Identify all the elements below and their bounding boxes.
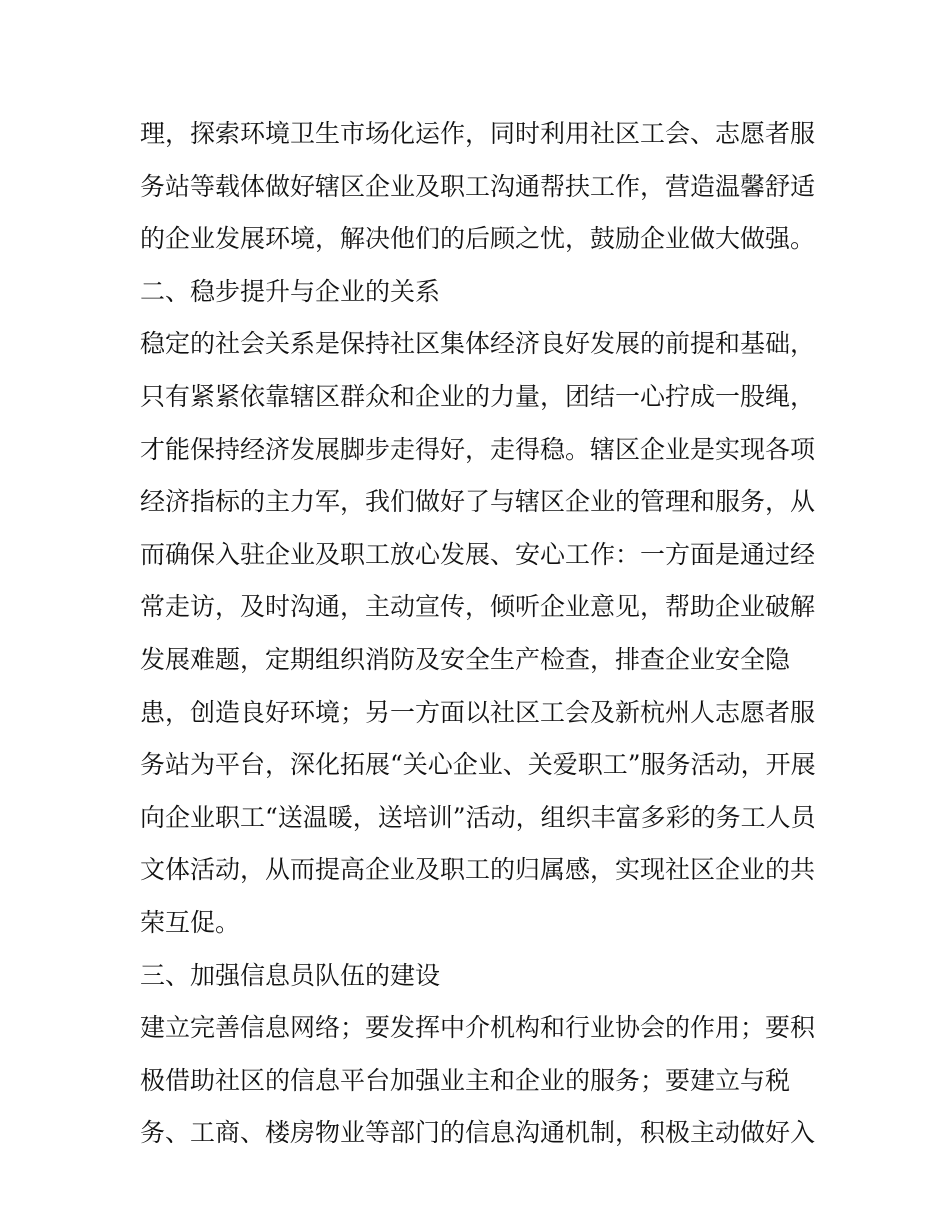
- text-line: 患，创造良好环境；另一方面以社区工会及新杭州人志愿者服: [140, 697, 816, 727]
- section-heading: 三、加强信息员队伍的建设: [140, 960, 441, 990]
- text-line: 的企业发展环境，解决他们的后顾之忧，鼓励企业做大做强。: [140, 224, 816, 254]
- text-line: 理，探索环境卫生市场化运作，同时利用社区工会、志愿者服: [140, 119, 816, 148]
- text-line: 务站为平台，深化拓展“关心企业、关爱职工”服务活动，开展: [140, 750, 816, 780]
- text-line: 极借助社区的信息平台加强业主和企业的服务；要建立与税: [140, 1065, 791, 1095]
- text-line: 建立完善信息网络；要发挥中介机构和行业协会的作用；要积: [140, 1013, 816, 1043]
- section-heading: 二、稳步提升与企业的关系: [140, 276, 441, 306]
- text-line: 常走访，及时沟通，主动宣传，倾听企业意见，帮助企业破解: [140, 592, 816, 622]
- body-text: [140, 108, 820, 1160]
- text-line: 向企业职工“送温暖，送培训”活动，组织丰富多彩的务工人员: [140, 802, 816, 832]
- text-line: 而确保入驻企业及职工放心发展、安心工作：一方面是通过经: [140, 539, 816, 569]
- text-line: 只有紧紧依靠辖区群众和企业的力量，团结一心拧成一股绳，: [140, 381, 816, 411]
- text-line: 荣互促。: [140, 907, 241, 937]
- text-line: 稳定的社会关系是保持社区集体经济良好发展的前提和基础，: [140, 329, 816, 359]
- text-line: 才能保持经济发展脚步走得好，走得稳。辖区企业是实现各项: [140, 434, 816, 464]
- text-line: 务、工商、楼房物业等部门的信息沟通机制，积极主动做好入: [140, 1118, 816, 1148]
- text-line: 经济指标的主力军，我们做好了与辖区企业的管理和服务，从: [140, 487, 816, 517]
- text-line: 发展难题，定期组织消防及安全生产检查，排查企业安全隐: [140, 644, 791, 674]
- text-line: 务站等载体做好辖区企业及职工沟通帮扶工作，营造温馨舒适: [140, 171, 816, 201]
- text-line: 文体活动，从而提高企业及职工的归属感，实现社区企业的共: [140, 855, 816, 885]
